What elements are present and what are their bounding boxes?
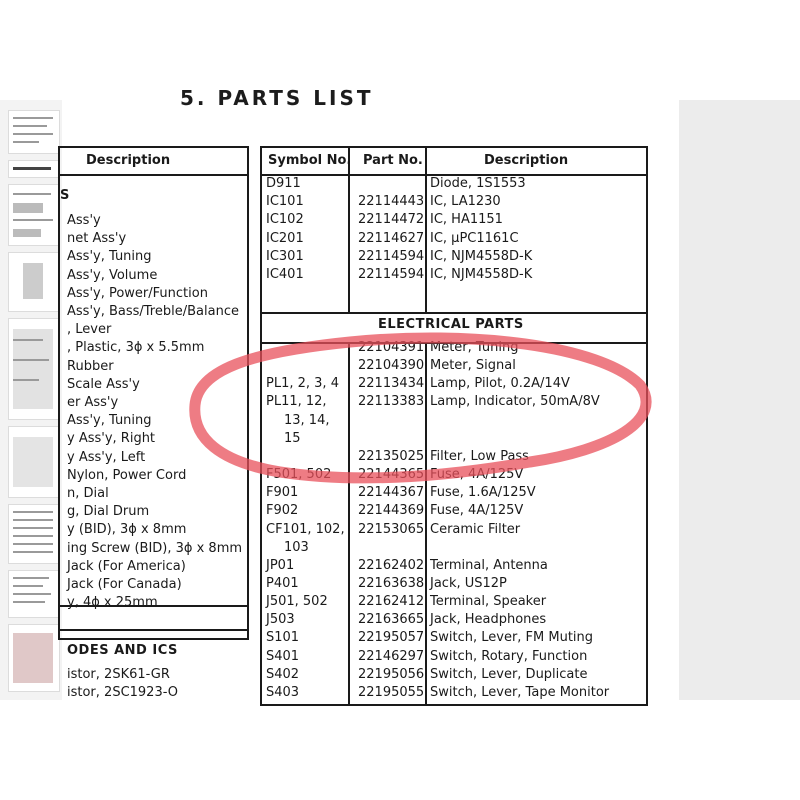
left-description-row: Ass'y bbox=[67, 213, 101, 228]
table-cell: S101 bbox=[266, 630, 300, 646]
left-description-row: ing Screw (BID), 3ϕ x 8mm bbox=[67, 540, 243, 556]
table-cell: 22163638 bbox=[358, 575, 425, 591]
table-cell: Terminal, Speaker bbox=[430, 594, 547, 610]
left-description-row: Ass'y, Bass/Treble/Balance bbox=[67, 304, 239, 319]
table-cell: 22162412 bbox=[358, 594, 425, 610]
left-description-row: Ass'y, Power/Function bbox=[67, 285, 208, 301]
table-cell: IC102 bbox=[266, 212, 304, 228]
table-cell: 22144369 bbox=[358, 503, 425, 519]
table-cell: Switch, Lever, Duplicate bbox=[430, 666, 588, 682]
left-description-row: Ass'y, Volume bbox=[67, 267, 158, 283]
left-description-row: n, Dial bbox=[67, 486, 109, 501]
left-description-row: Scale Ass'y bbox=[67, 376, 140, 392]
table-cell: Fuse, 4A/125V bbox=[430, 467, 524, 483]
viewer-background bbox=[679, 100, 800, 700]
table-cell: 22195057 bbox=[358, 630, 425, 646]
table-cell: Switch, Lever, Tape Monitor bbox=[430, 684, 610, 700]
left-description-header: Description bbox=[86, 153, 171, 168]
document-page bbox=[60, 86, 679, 700]
table-row bbox=[262, 539, 646, 557]
table-cell: 22113434 bbox=[358, 376, 425, 392]
table-cell: Filter, Low Pass bbox=[430, 448, 529, 464]
table-cell: D911 bbox=[266, 176, 301, 191]
table-cell: IC101 bbox=[266, 194, 304, 210]
left-description-row: y, 4ϕ x 25mm bbox=[67, 595, 158, 611]
left-description-row: y Ass'y, Right bbox=[67, 431, 156, 447]
section-heading-fragment: 5. PARTS LIST bbox=[180, 86, 374, 110]
table-cell: S403 bbox=[266, 684, 300, 700]
table-cell: IC, NJM4558D-K bbox=[430, 248, 533, 264]
table-row bbox=[262, 430, 646, 448]
table-cell: 22144367 bbox=[358, 485, 425, 501]
table-cell: 22146297 bbox=[358, 648, 425, 664]
left-description-row: net Ass'y bbox=[67, 231, 127, 247]
page-thumbnail[interactable] bbox=[8, 504, 60, 564]
left-description-row: , Plastic, 3ϕ x 5.5mm bbox=[67, 340, 205, 356]
table-cell: 22135025 bbox=[358, 448, 425, 464]
table-cell: IC401 bbox=[266, 267, 304, 282]
table-cell: IC, NJM4558D-K bbox=[430, 267, 533, 282]
page-thumbnail[interactable] bbox=[8, 160, 60, 178]
table-cell: Diode, 1S1553 bbox=[430, 176, 526, 191]
left-description-row: ODES AND ICS bbox=[67, 643, 178, 658]
left-description-row: Nylon, Power Cord bbox=[67, 467, 187, 483]
table-cell: S402 bbox=[266, 666, 300, 682]
table-cell: CF101, 102, bbox=[266, 521, 345, 537]
table-cell: JP01 bbox=[266, 557, 295, 573]
table-cell: 22162402 bbox=[358, 557, 425, 573]
table-cell: IC301 bbox=[266, 248, 304, 264]
table-cell: 22153065 bbox=[358, 521, 425, 537]
left-description-row: istor, 2SK61-GR bbox=[67, 667, 170, 682]
table-cell: 22163665 bbox=[358, 612, 425, 628]
table-cell: IC, LA1230 bbox=[430, 194, 501, 210]
page-thumbnail[interactable] bbox=[8, 570, 60, 618]
table-cell: Meter, Tuning bbox=[430, 340, 519, 355]
table-cell: J501, 502 bbox=[266, 594, 328, 610]
electrical-parts-title: ELECTRICAL PARTS bbox=[378, 317, 524, 332]
left-description-row: Jack (For Canada) bbox=[67, 577, 182, 592]
table-cell: P401 bbox=[266, 575, 299, 591]
table-cell: 22114443 bbox=[358, 194, 425, 210]
table-cell: 103 bbox=[284, 539, 309, 555]
table-cell: 22114472 bbox=[358, 212, 425, 228]
table-cell: Ceramic Filter bbox=[430, 521, 521, 537]
table-cell: F901 bbox=[266, 485, 299, 501]
table-cell: Fuse, 1.6A/125V bbox=[430, 485, 536, 501]
table-cell: 22195056 bbox=[358, 666, 425, 682]
table-cell: Terminal, Antenna bbox=[430, 557, 548, 573]
table-cell: Jack, US12P bbox=[430, 575, 507, 591]
table-cell: 22113383 bbox=[358, 394, 425, 410]
document-viewer bbox=[0, 86, 800, 700]
left-description-row: , Lever bbox=[67, 322, 112, 338]
table-cell: 22144365 bbox=[358, 467, 425, 483]
table-cell: PL1, 2, 3, 4 bbox=[266, 376, 339, 392]
table-cell: IC, HA1151 bbox=[430, 212, 503, 228]
table-cell: Fuse, 4A/125V bbox=[430, 503, 524, 519]
left-description-row: g, Dial Drum bbox=[67, 504, 150, 520]
left-description-row: Jack (For America) bbox=[67, 558, 186, 574]
description-header: Description bbox=[484, 153, 569, 168]
table-cell: 22114594 bbox=[358, 267, 425, 282]
table-cell: 22195055 bbox=[358, 684, 425, 700]
page-thumbnail[interactable] bbox=[8, 624, 60, 692]
table-cell: Lamp, Indicator, 50mA/8V bbox=[430, 394, 600, 410]
table-cell: Switch, Rotary, Function bbox=[430, 648, 588, 664]
table-cell: J503 bbox=[266, 612, 295, 628]
table-cell: 22114627 bbox=[358, 230, 425, 246]
table-cell: IC201 bbox=[266, 230, 304, 246]
left-description-row: Ass'y, Tuning bbox=[67, 413, 152, 429]
left-description-row: er Ass'y bbox=[67, 395, 119, 410]
page-thumbnail[interactable] bbox=[8, 110, 60, 154]
page-thumbnail[interactable] bbox=[8, 318, 60, 420]
table-cell: S401 bbox=[266, 648, 300, 664]
left-description-row: Rubber bbox=[67, 358, 114, 374]
left-description-row: istor, 2SC1923-O bbox=[67, 685, 179, 700]
table-cell: Meter, Signal bbox=[430, 358, 516, 374]
table-cell: IC, μPC1161C bbox=[430, 230, 519, 246]
page-thumbnail[interactable] bbox=[8, 252, 60, 312]
page-thumbnail[interactable] bbox=[8, 184, 60, 246]
table-cell: Switch, Lever, FM Muting bbox=[430, 630, 594, 646]
table-cell: 22104391 bbox=[358, 340, 425, 355]
table-cell: F501, 502 bbox=[266, 467, 332, 483]
thumbnail-sidebar[interactable] bbox=[0, 100, 62, 700]
table-cell: 15 bbox=[284, 430, 301, 446]
table-cell: Lamp, Pilot, 0.2A/14V bbox=[430, 376, 570, 392]
table-cell: Jack, Headphones bbox=[430, 612, 547, 628]
left-description-row: y Ass'y, Left bbox=[67, 449, 146, 465]
table-cell: F902 bbox=[266, 503, 299, 519]
table-cell: 13, 14, bbox=[284, 412, 330, 428]
table-cell: 22104390 bbox=[358, 358, 425, 374]
table-cell: 22114594 bbox=[358, 248, 425, 264]
table-cell: PL11, 12, bbox=[266, 394, 327, 410]
page-thumbnail[interactable] bbox=[8, 426, 60, 498]
part-no-header: Part No. bbox=[363, 153, 423, 168]
left-description-row: S bbox=[60, 188, 70, 203]
left-description-row: Ass'y, Tuning bbox=[67, 249, 152, 265]
left-description-row: y (BID), 3ϕ x 8mm bbox=[67, 522, 187, 538]
symbol-no-header: Symbol No. bbox=[268, 153, 352, 168]
